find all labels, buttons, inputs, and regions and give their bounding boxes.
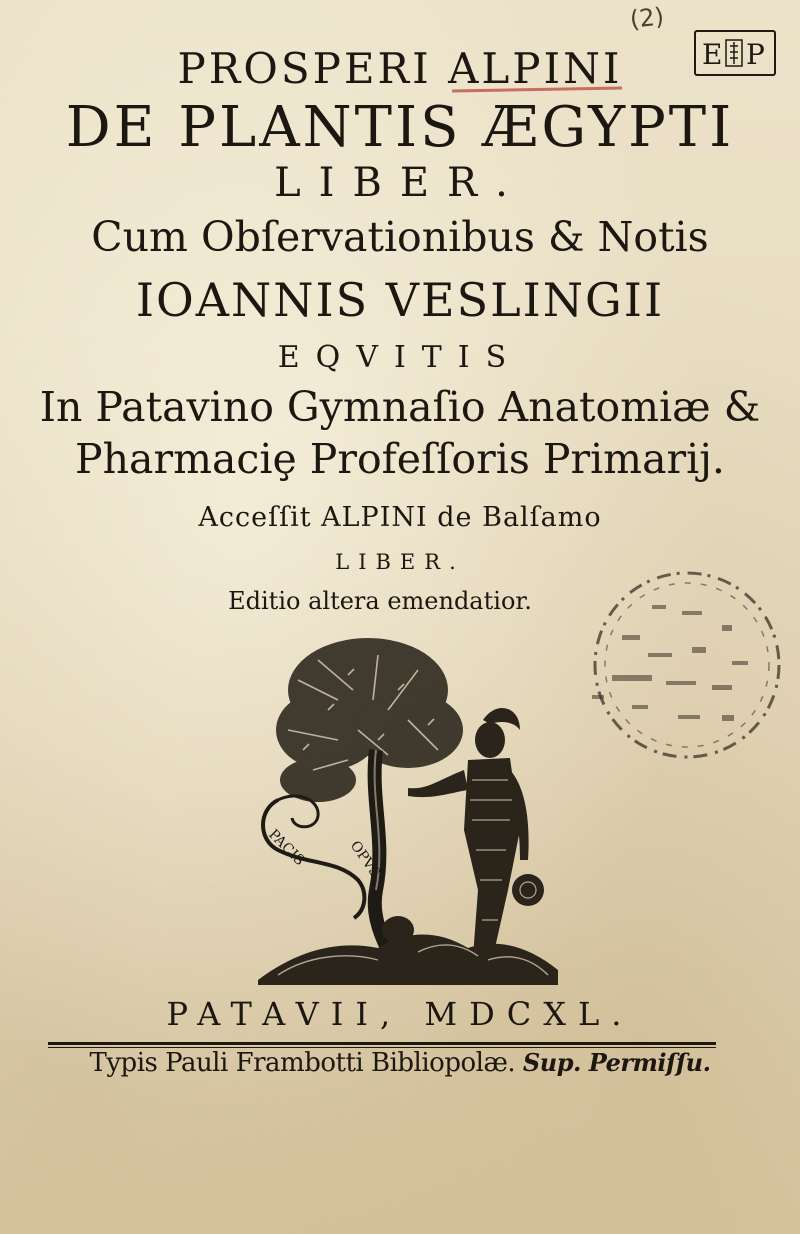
title-main: DE PLANTIS ÆGYPTI [65, 95, 735, 160]
circular-library-stamp [582, 565, 792, 765]
svg-text:P: P [746, 38, 765, 71]
accessit-line: Acceſſit ALPINI de Balſamo [198, 502, 602, 533]
imprint-rule [48, 1042, 716, 1045]
motto-pacis: PACIS [265, 826, 308, 869]
place-and-date: PATAVII, MDCXL. [166, 995, 634, 1033]
shelfmark: (2) [628, 2, 666, 34]
printer-name: Typis Pauli Frambotti Bibliopolæ. [89, 1048, 516, 1078]
edition-statement: Editio altera emendatior. [228, 587, 532, 615]
editor-position-2: Pharmaciȩ Profeſſoris Primarij. [75, 435, 725, 483]
motto-opus: OPVS [346, 838, 384, 881]
editor-rank: EQVITIS [277, 340, 523, 375]
printers-device [258, 630, 558, 985]
author-line: PROSPERI ALPINI [177, 44, 623, 93]
editor-name: IOANNIS VESLINGII [135, 273, 665, 327]
title-liber: LIBER. [274, 160, 526, 206]
tree-minerva-device-icon [258, 630, 558, 985]
title-observations: Cum Obſervationibus & Notis [91, 213, 709, 261]
permission-note: Sup. Permiſſu. [522, 1048, 711, 1077]
printer-line [0, 1048, 800, 1078]
editor-position-1: In Patavino Gymnaſio Anatomiæ & [39, 383, 761, 431]
stamp-icon [582, 565, 792, 765]
svg-text:E: E [702, 38, 723, 71]
balsamo-liber: LIBER. [335, 550, 465, 574]
